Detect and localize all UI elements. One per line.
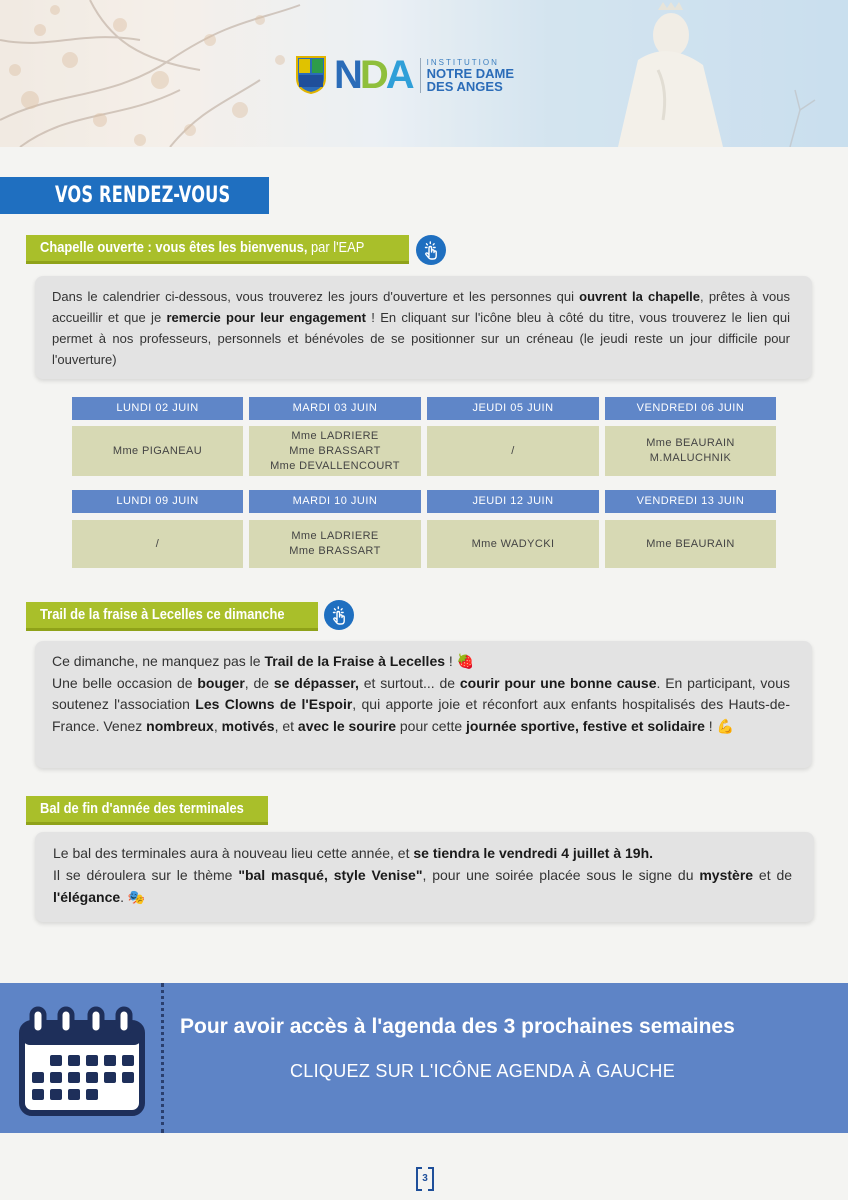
logo-institution-label: INSTITUTION: [426, 57, 499, 67]
calendar-day-header: LUNDI 02 JUIN: [72, 397, 243, 420]
bal-description: Le bal des terminales aura à nouveau lieu cette année, et se tiendra le vendredi 4 juillet à 19h. Il se déroulera sur le thème "bal masqué, style Venise", pour une soirée placée sous le signe du mystère et de l'élégance. 🎭: [35, 832, 814, 922]
calendar-day-header: MARDI 03 JUIN: [249, 397, 421, 420]
agenda-banner: [0, 983, 848, 1133]
calendar-cell: Mme LADRIERE Mme BRASSART Mme DEVALLENCOURT: [249, 426, 421, 476]
calendar-icon[interactable]: [18, 1005, 146, 1117]
trail-heading: Trail de la fraise à Lecelles ce dimanche: [26, 602, 318, 628]
logo-name-line1: NOTRE DAME: [426, 65, 515, 81]
banner-title: Pour avoir accès à l'agenda des 3 prochaines semaines: [180, 1015, 735, 1038]
banner-subtitle: CLIQUEZ SUR L'ICÔNE AGENDA À GAUCHE: [290, 1061, 676, 1081]
page-number: 3: [416, 1167, 434, 1191]
calendar-cell: Mme BEAURAIN M.MALUCHNIK: [605, 426, 776, 476]
calendar-day-header: LUNDI 09 JUIN: [72, 490, 243, 513]
crest-icon: [296, 56, 326, 94]
calendar-cell: /: [72, 520, 243, 568]
bal-heading: Bal de fin d'année des terminales: [26, 796, 268, 822]
calendar-day-header: VENDREDI 06 JUIN: [605, 397, 776, 420]
trail-link-button[interactable]: [324, 600, 354, 630]
school-logo: [296, 55, 514, 95]
calendar-cell: Mme WADYCKI: [427, 520, 599, 568]
pointer-hand-icon: [416, 235, 446, 265]
logo-name-line2: DES ANGES: [426, 78, 503, 94]
calendar-day-header: VENDREDI 13 JUIN: [605, 490, 776, 513]
pointer-hand-icon: [324, 600, 354, 630]
calendar-cell: Mme PIGANEAU: [72, 426, 243, 476]
calendar-day-header: MARDI 10 JUIN: [249, 490, 421, 513]
calendar-cell: /: [427, 426, 599, 476]
trail-description: Ce dimanche, ne manquez pas le Trail de la Fraise à Lecelles ! 🍓 Une belle occasion de bouger, de se dépasser, et surtout... de courir pour une bonne cause. En participant, vous soutenez l'association Les Clowns de l'Espoir, qui apporte joie et réconfort aux enfants hospitalisés des Hauts-de-France. Venez nombreux, motivés, et avec le sourire pour cette journée sportive, festive et solidaire ! 💪: [35, 641, 812, 768]
calendar-day-header: JEUDI 12 JUIN: [427, 490, 599, 513]
banner-divider: [161, 983, 164, 1133]
calendar-cell: Mme BEAURAIN: [605, 520, 776, 568]
section-title: VOS RENDEZ-VOUS: [0, 177, 269, 214]
header-banner-image: [0, 0, 848, 147]
nda-logotype: NDA: [334, 53, 412, 97]
calendar-cell: Mme LADRIERE Mme BRASSART: [249, 520, 421, 568]
chapelle-heading: Chapelle ouverte : vous êtes les bienvenus, par l'EAP: [26, 235, 409, 261]
logo-wordmark: [420, 58, 514, 93]
calendar-day-header: JEUDI 05 JUIN: [427, 397, 599, 420]
chapelle-link-button[interactable]: [416, 235, 446, 265]
chapelle-description: Dans le calendrier ci-dessous, vous trouverez les jours d'ouverture et les personnes qui ouvrent la chapelle, prêtes à vous accueillir et que je remercie pour leur engagement ! En cliquant sur l'icône bleu à côté du titre, vous trouverez le lien qui permet à nos professeurs, personnels et bénévoles de se positionner sur un créneau (le jeudi reste un jour difficile pour l'ouverture): [35, 276, 812, 379]
